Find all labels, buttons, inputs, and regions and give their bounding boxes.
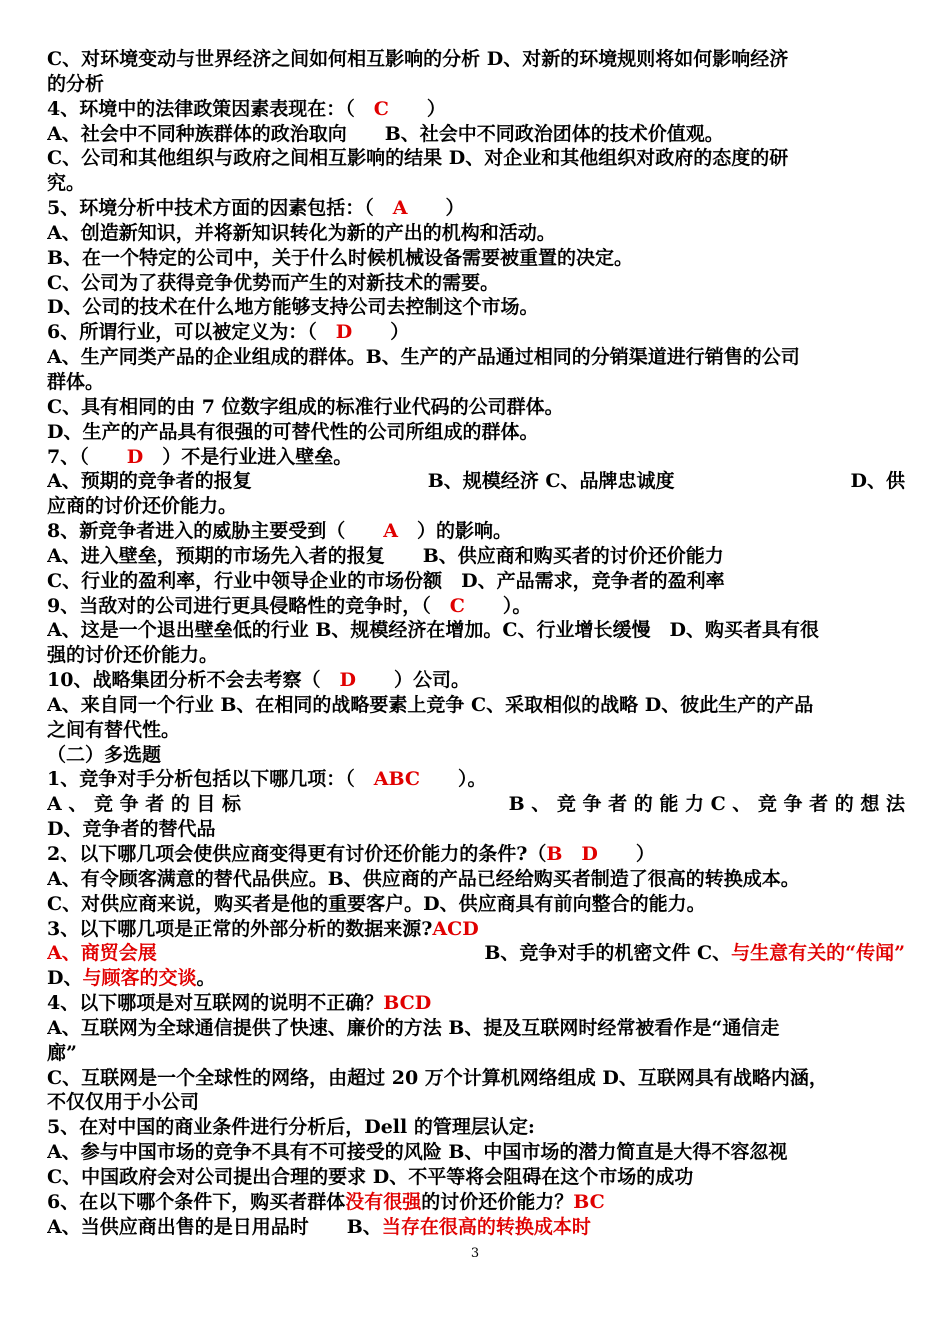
line-segment [407, 197, 464, 219]
line-text: D、竞争者的替代品 [47, 818, 216, 841]
line-segment [47, 247, 633, 269]
text-line [47, 1066, 905, 1091]
line-segment [573, 1191, 605, 1213]
answer-text: 与顾客的交谈 [82, 967, 197, 990]
line-text: A 、 竞 争 者 的 目 标 [47, 793, 242, 816]
line-text: 2、以下哪几项会使供应商变得更有讨价还价能力的条件?（ [47, 843, 547, 865]
line-text: A、这是一个退出壁垒低的行业 B、规模经济在增加。C、行业增长缓慢 D、购买者具有很 [47, 619, 820, 642]
answer-text: BC [573, 1190, 605, 1213]
line-text: 9、当敌对的公司进行更具侵略性的竞争时，（ [47, 594, 450, 617]
line-text: 群体。 [47, 370, 105, 393]
text-line [47, 271, 905, 296]
line-text: B 、 竞 争 者 的 能 力 C 、 竞 争 者 的 想 法 [508, 793, 905, 816]
text-line [47, 668, 905, 693]
text-line [47, 1215, 905, 1240]
line-text: 究。 [47, 172, 86, 195]
line-text: 10、战略集团分析不会去考察（ [47, 669, 340, 692]
answer-text: B D [546, 843, 598, 865]
line-segment [47, 570, 725, 592]
line-text: ）公司。 [355, 669, 470, 692]
text-line [47, 246, 905, 271]
text-line [47, 519, 905, 544]
text-line [47, 1090, 905, 1115]
line-segment [393, 197, 408, 219]
line-segment [47, 818, 215, 840]
line-text: ）的影响。 [397, 520, 512, 543]
line-segment [428, 469, 675, 494]
text-line [47, 320, 905, 345]
line-segment [47, 992, 383, 1014]
text-line [47, 917, 905, 942]
line-text: C、公司和其他组织与政府之间相互影响的结果 D、对企业和其他组织对政府的态度的研 [47, 147, 789, 170]
line-segment [509, 792, 905, 817]
line-text: C、互联网是一个全球性的网络，由超过 20 万个计算机网络组成 D、互联网具有战略内涵， [47, 1066, 828, 1089]
text-line [47, 966, 905, 991]
line-text: C、中国政府会对公司提出合理的要求 D、不平等将会阻碍在这个市场的成功 [47, 1165, 694, 1188]
line-segment [47, 321, 336, 343]
line-segment [47, 172, 85, 194]
text-line [47, 196, 905, 221]
text-line [47, 47, 905, 72]
line-text: A、有令顾客满意的替代品供应。B、供应商的产品已经给购买者制造了很高的转换成本。 [47, 867, 800, 890]
text-line [47, 718, 905, 743]
line-segment [47, 346, 800, 368]
text-line [47, 72, 905, 97]
line-segment [851, 469, 905, 494]
line-text: 1、竞争对手分析包括以下哪几项：（ [47, 768, 374, 791]
line-segment [336, 321, 352, 343]
answer-text: A [392, 197, 408, 220]
text-line [47, 395, 905, 420]
line-segment [47, 1116, 535, 1138]
line-segment [47, 123, 724, 145]
line-text: 5、环境分析中技术方面的因素包括：（ [47, 197, 393, 220]
line-segment [546, 843, 598, 865]
line-text: B、在一个特定的公司中，关于什么时候机械设备需要被重置的决定。 [47, 246, 634, 269]
answer-text: A [383, 520, 398, 543]
text-line [47, 743, 905, 768]
text-line [47, 941, 905, 966]
text-line [47, 1041, 905, 1066]
line-segment [47, 1166, 693, 1188]
line-text: C、公司为了获得竞争优势而产生的对新技术的需要。 [47, 271, 500, 294]
text-line [47, 445, 905, 470]
line-segment [197, 967, 216, 989]
line-text: 。 [196, 967, 216, 990]
line-segment [339, 669, 355, 691]
line-text: D、生产的产品具有很强的可替代性的公司所组成的群体。 [47, 420, 539, 443]
line-segment [383, 992, 431, 1014]
answer-text: 当存在很高的转换成本时 [381, 1215, 591, 1238]
text-line [47, 1016, 905, 1041]
line-text: 之间有替代性。 [47, 718, 181, 741]
line-segment [47, 893, 706, 915]
line-segment [47, 1091, 199, 1113]
text-line [47, 618, 905, 643]
text-line [47, 146, 905, 171]
answer-text: ACD [432, 917, 479, 940]
line-segment [47, 446, 127, 468]
line-text: ） [597, 843, 655, 865]
line-text: C、对环境变动与世界经济之间如何相互影响的分析 D、对新的环境规则将如何影响经济 [47, 48, 789, 70]
line-segment [47, 744, 161, 766]
document-page [47, 47, 905, 1240]
line-segment [345, 1191, 421, 1213]
line-segment [383, 520, 398, 542]
line-segment [356, 669, 470, 691]
line-text: 6、所谓行业，可以被定义为：（ [47, 321, 336, 344]
line-text: D、供 [850, 470, 905, 493]
answer-text: 没有很强 [345, 1190, 422, 1213]
answer-text: C [373, 97, 389, 120]
line-text: 6、在以下哪个条件下，购买者群体 [47, 1190, 346, 1213]
line-text: A、预期的竞争者的报复 [47, 470, 252, 493]
line-segment [47, 98, 374, 120]
line-text: ）。 [464, 594, 532, 617]
line-text: ）。 [420, 768, 487, 791]
line-text: A、参与中国市场的竞争不具有不可接受的风险 B、中国市场的潜力简直是大得不容忽视 [47, 1141, 788, 1164]
text-line [47, 370, 905, 395]
text-line [47, 221, 905, 246]
line-segment [465, 595, 532, 617]
line-text: 应商的讨价还价能力。 [47, 495, 238, 518]
line-text: ） [388, 97, 446, 120]
line-text: 4、环境中的法律政策因素表现在：（ [47, 97, 374, 120]
line-text: 5、在对中国的商业条件进行分析后，Dell 的管理层认定: [47, 1116, 535, 1139]
line-segment [432, 918, 478, 940]
line-segment [598, 843, 655, 865]
line-segment [47, 1017, 779, 1039]
line-text: 的分析 [47, 72, 105, 95]
line-segment [143, 446, 352, 468]
line-segment [47, 520, 383, 542]
line-text: D、 [47, 967, 83, 990]
text-line [47, 122, 905, 147]
line-text: 廊” [47, 1041, 77, 1064]
answer-text: D [335, 321, 353, 344]
line-text: 不仅仅用于小公司 [47, 1091, 200, 1114]
line-segment [398, 520, 512, 542]
line-text: A、创造新知识，并将新知识转化为新的产出的机构和活动。 [47, 221, 556, 244]
line-segment [47, 73, 104, 95]
line-segment [47, 396, 564, 418]
line-segment [374, 768, 420, 790]
line-segment [47, 792, 241, 817]
line-segment [47, 967, 82, 989]
line-segment [127, 446, 143, 468]
line-segment [47, 495, 237, 517]
line-text: 3、以下哪几项是正常的外部分析的数据来源? [47, 917, 433, 940]
line-segment [47, 296, 538, 318]
text-line [47, 767, 905, 792]
line-segment [47, 1141, 787, 1163]
line-segment [82, 967, 196, 989]
text-line [47, 295, 905, 320]
line-segment [420, 768, 487, 790]
line-segment [47, 421, 538, 443]
line-segment [47, 669, 339, 691]
answer-text: C [449, 594, 465, 617]
line-segment [47, 843, 546, 865]
line-segment [47, 1216, 382, 1238]
line-segment [47, 1067, 828, 1089]
text-line [47, 97, 905, 122]
line-text: A、来自同一个行业 B、在相同的战略要素上竞争 C、采取相似的战略 D、彼此生产的产品 [47, 693, 814, 716]
line-text: 7、（ [47, 445, 127, 468]
line-text: （二）多选题 [47, 743, 162, 766]
line-segment [47, 272, 499, 294]
text-line [47, 469, 905, 494]
line-segment [47, 868, 800, 890]
line-segment [389, 98, 446, 120]
text-line [47, 420, 905, 445]
line-text: ）不是行业进入壁垒。 [143, 445, 353, 468]
line-segment [47, 545, 724, 567]
answer-text: D [126, 445, 144, 468]
line-text: ） [352, 321, 410, 344]
answer-text: 与生意有关的“传闻” [731, 942, 905, 965]
line-text: A、生产同类产品的企业组成的群体。B、生产的产品通过相同的分销渠道进行销售的公司 [47, 346, 800, 369]
text-line [47, 1115, 905, 1140]
line-text: 强的讨价还价能力。 [47, 644, 219, 667]
line-segment [47, 147, 788, 169]
line-segment [47, 768, 374, 790]
line-segment [484, 941, 905, 966]
text-line [47, 991, 905, 1016]
text-line [47, 842, 905, 867]
line-text: B、规模经济 C、品牌忠诚度 [427, 470, 675, 493]
line-text: B、竞争对手的机密文件 C、 [484, 942, 732, 965]
line-segment [47, 918, 432, 940]
line-text: A、进入壁垒，预期的市场先入者的报复 B、供应商和购买者的讨价还价能力 [47, 544, 724, 567]
line-segment [374, 98, 389, 120]
line-segment [47, 941, 157, 966]
text-line [47, 792, 905, 817]
answer-text: BCD [383, 992, 432, 1015]
line-segment [47, 694, 813, 716]
line-text: ） [407, 197, 465, 220]
line-segment [47, 1191, 345, 1213]
line-text: 的讨价还价能力？ [421, 1190, 574, 1213]
line-segment [421, 1191, 573, 1213]
line-segment [47, 469, 252, 494]
line-segment [47, 48, 788, 70]
line-text: D、公司的技术在什么地方能够支持公司去控制这个市场。 [47, 296, 539, 319]
line-segment [47, 595, 450, 617]
line-text: C、对供应商来说，购买者是他的重要客户。D、供应商具有前向整合的能力。 [47, 892, 706, 915]
answer-text: ABC [373, 768, 421, 791]
text-line [47, 345, 905, 370]
text-line [47, 1190, 905, 1215]
line-text: A、当供应商出售的是日用品时 B、 [47, 1215, 382, 1238]
text-line [47, 1140, 905, 1165]
text-line [47, 594, 905, 619]
answer-text: A、商贸会展 [47, 942, 157, 965]
text-line [47, 1165, 905, 1190]
page-number: 3 [470, 1246, 480, 1261]
line-segment [47, 197, 393, 219]
line-text: 4、以下哪项是对互联网的说明不正确？ [47, 992, 384, 1015]
line-segment [47, 644, 218, 666]
text-line [47, 544, 905, 569]
line-segment [47, 719, 180, 741]
line-segment [47, 222, 556, 244]
text-line [47, 817, 905, 842]
text-line [47, 494, 905, 519]
line-segment [47, 1042, 77, 1064]
line-text: A、互联网为全球通信提供了快速、廉价的方法 B、提及互联网时经常被看作是“通信走 [47, 1016, 780, 1039]
text-line [47, 643, 905, 668]
text-line [47, 892, 905, 917]
line-segment [352, 321, 409, 343]
line-text: C、具有相同的由 7 位数字组成的标准行业代码的公司群体。 [47, 395, 564, 418]
line-segment [450, 595, 465, 617]
line-segment [382, 1216, 591, 1238]
text-line [47, 693, 905, 718]
answer-text: D [339, 669, 356, 692]
line-text: C、行业的盈利率，行业中领导企业的市场份额 D、产品需求，竞争者的盈利率 [47, 569, 725, 592]
line-segment [47, 619, 819, 641]
text-line [47, 867, 905, 892]
text-line [47, 171, 905, 196]
line-text: A、社会中不同种族群体的政治取向 B、社会中不同政治团体的技术价值观。 [47, 122, 724, 145]
line-text: 8、新竞争者进入的威胁主要受到（ [47, 520, 384, 543]
text-line [47, 569, 905, 594]
line-segment [47, 371, 104, 393]
